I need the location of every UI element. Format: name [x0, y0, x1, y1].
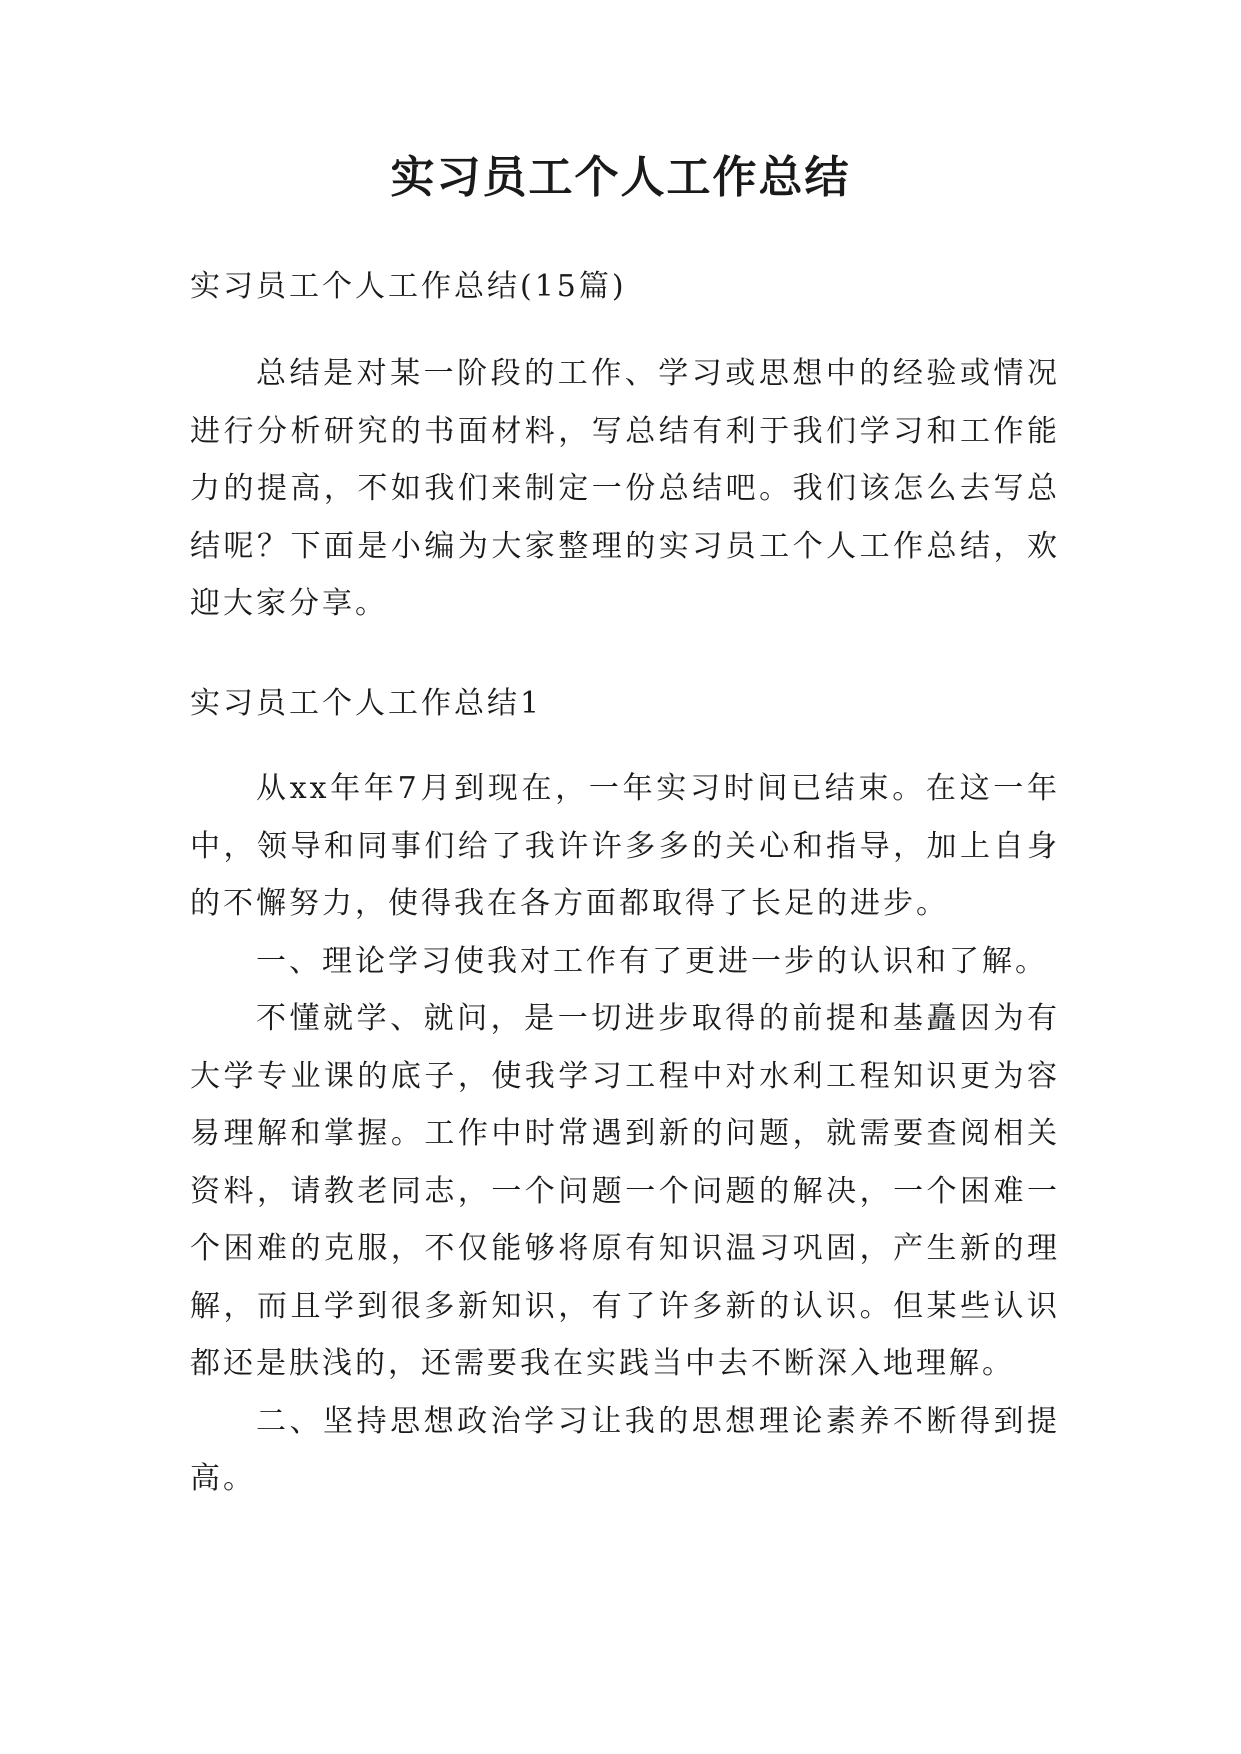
section1-paragraph: 从xx年年7月到现在，一年实习时间已结束。在这一年中，领导和同事们给了我许许多多的关心和指导，加上自身的不懈努力，使得我在各方面都取得了长足的进步。	[190, 771, 1060, 921]
section1-paragraph: 一、理论学习使我对工作有了更进一步的认识和了解。	[256, 943, 1048, 979]
intro-heading: 实习员工个人工作总结(15篇)	[190, 269, 627, 304]
section1-paragraph: 二、坚持思想政治学习让我的思想理论素养不断得到提高。	[190, 1403, 1060, 1496]
section1-paragraph: 不懂就学、就问，是一切进步取得的前提和基矗因为有大学专业课的底子，使我学习工程中对水利工程知识更为容易理解和掌握。工作中时常遇到新的问题，就需要查阅相关资料，请教老同志，一个问题一个问题的解决，一个困难一个困难的克服，不仅能够将原有知识温习巩固，产生新的理解，而且学到很多新知识，有了许多新的认识。但某些认识都还是肤浅的，还需要我在实践当中去不断深入地理解。	[190, 1001, 1060, 1381]
document-title: 实习员工个人工作总结	[390, 152, 851, 203]
intro-paragraph: 总结是对某一阶段的工作、学习或思想中的经验或情况进行分析研究的书面材料，写总结有利于我们学习和工作能力的提高，不如我们来制定一份总结吧。我们该怎么去写总结呢？下面是小编为大家整理的实习员工个人工作总结，欢迎大家分享。	[190, 356, 1060, 621]
section1-block	[190, 760, 1060, 1508]
intro-block	[190, 345, 1060, 633]
section1-heading: 实习员工个人工作总结1	[190, 686, 543, 721]
